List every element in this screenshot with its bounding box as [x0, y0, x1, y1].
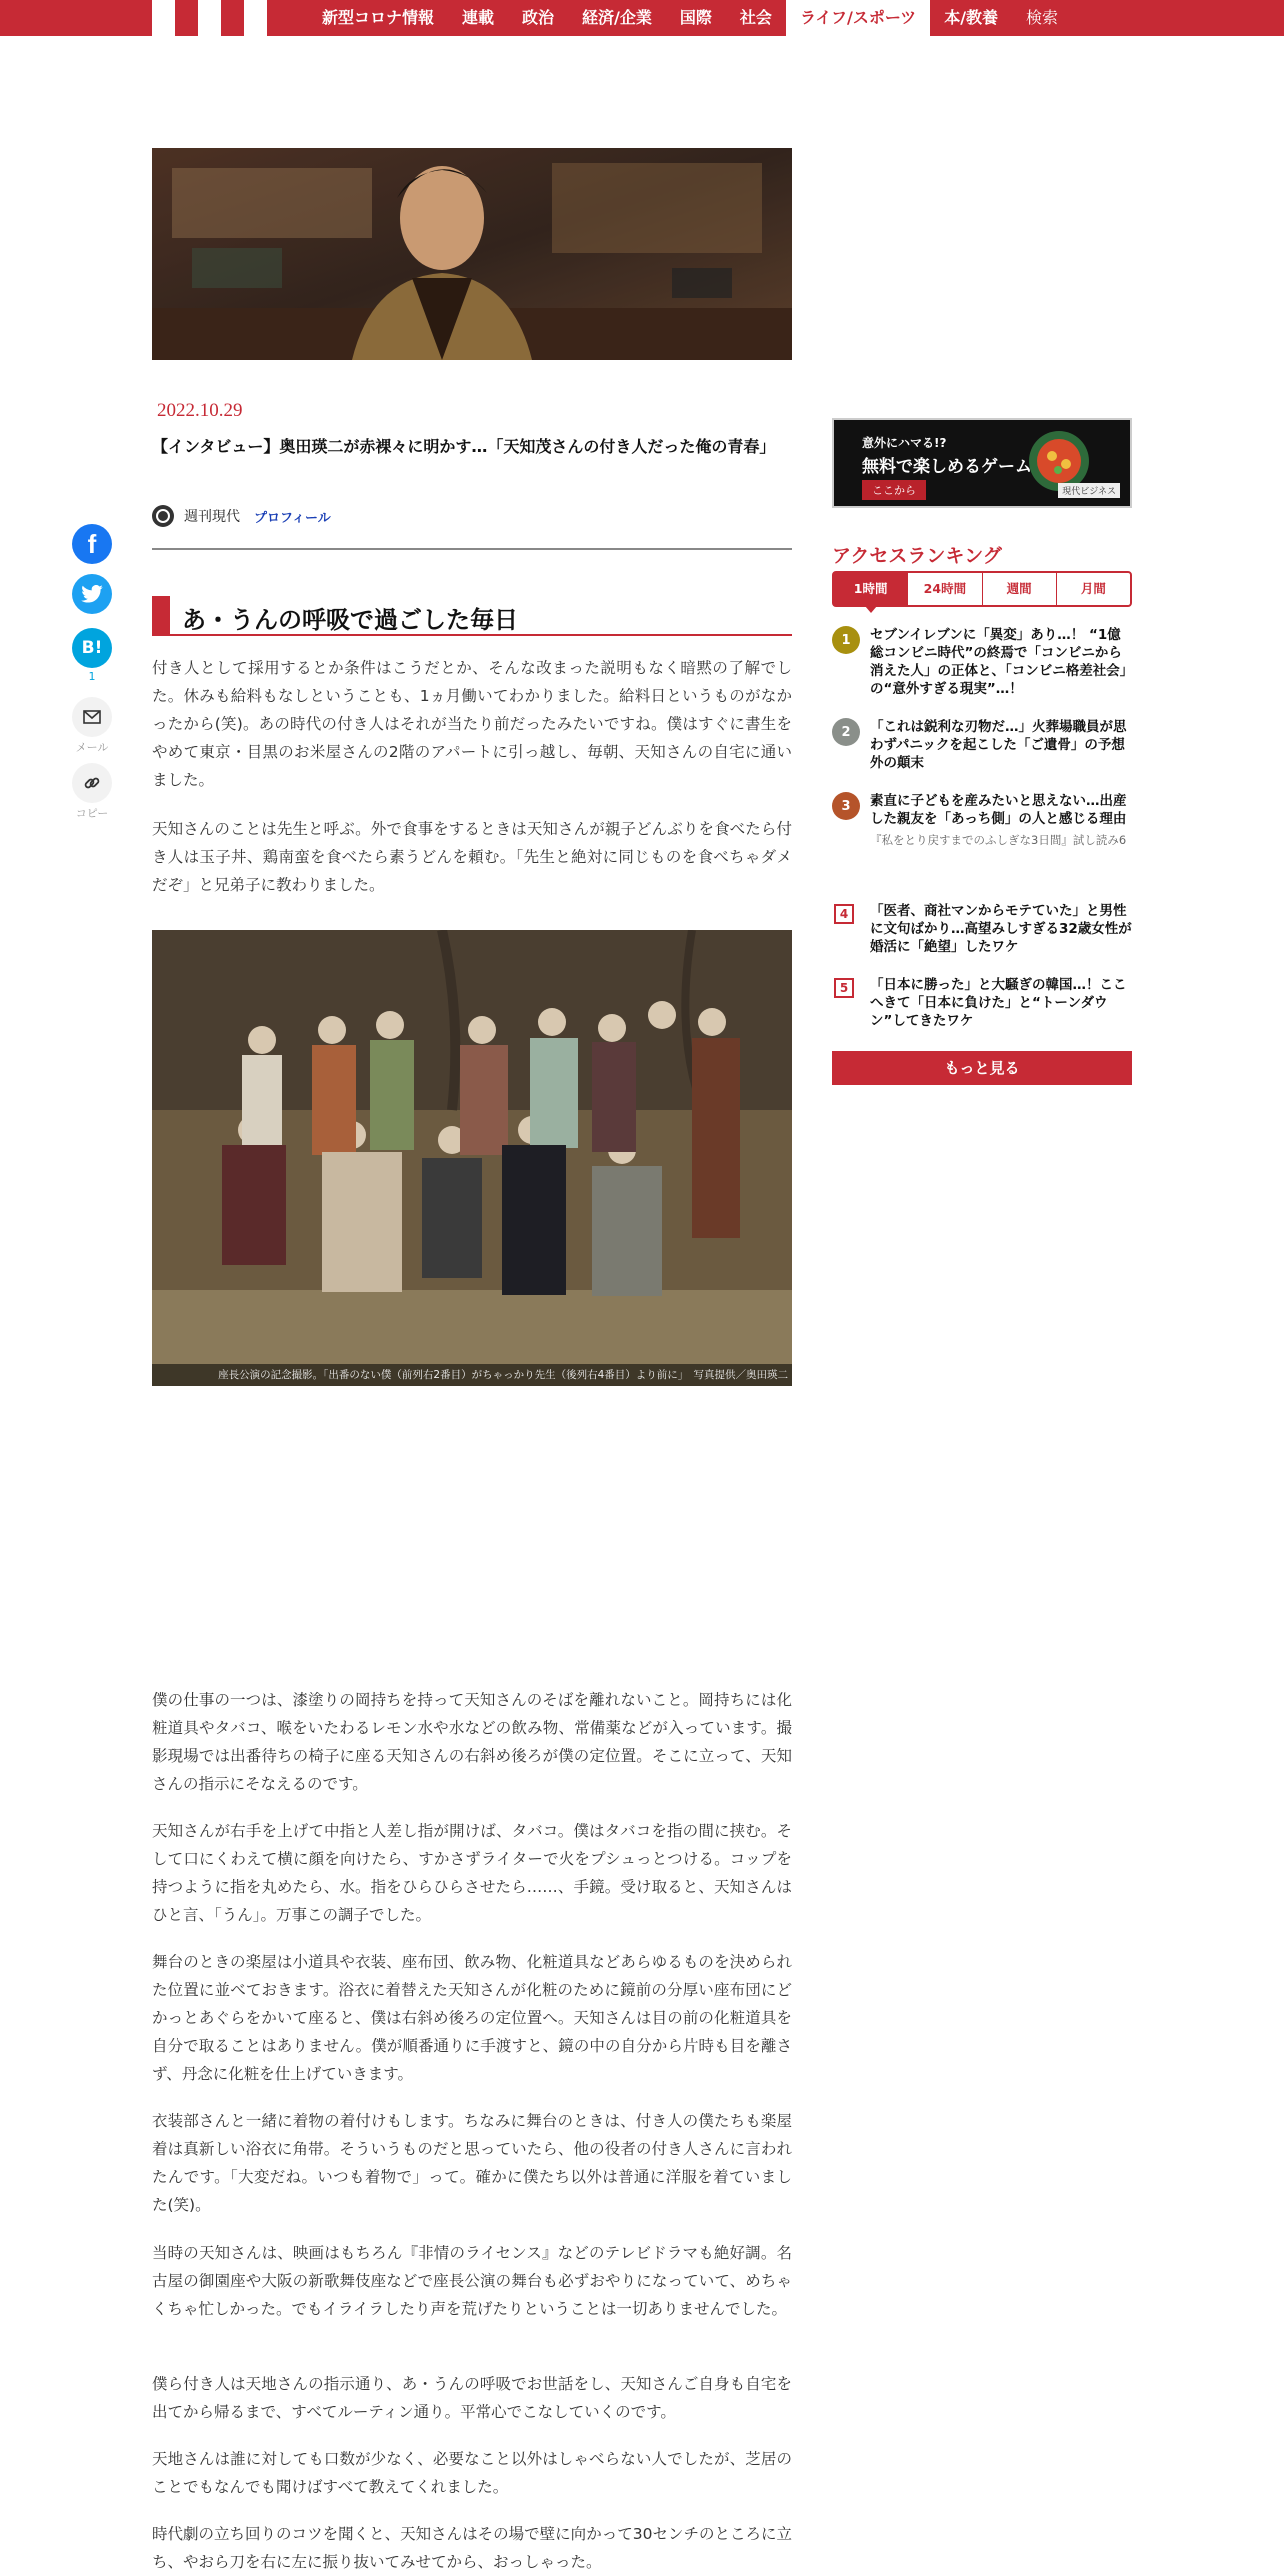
- category-nav: [308, 0, 1072, 36]
- article-photo: [152, 930, 792, 1386]
- article-date: 2022.10.29: [157, 400, 243, 421]
- article-paragraph: 時代劇の立ち回りのコツを聞くと、天知さんはその場で壁に向かって30センチのところに立ち、やおら刀を右に左に振り抜いてみせてから、おっしゃった。: [152, 2525, 792, 2571]
- profile-link[interactable]: プロフィール: [254, 510, 331, 526]
- article-paragraph: 衣装部さんと一緒に着物の着付けもします。ちなみに舞台のときは、付き人の僕たちも楽屋着は真新しい浴衣に角帯。そういうものだと思っていたら、他の役者の付き人さんに言われたんです。「大変だね。いつも着物で」って。確かに僕たち以外は普通に洋服を着ていました(笑)。: [152, 2112, 792, 2214]
- share-mail[interactable]: [70, 697, 114, 755]
- mail-icon[interactable]: [72, 697, 112, 737]
- ranking-title: アクセスランキング: [832, 545, 1002, 567]
- tab-weekly[interactable]: 週間: [982, 573, 1056, 605]
- photo-caption: 座長公演の記念撮影。「出番のない僕（前列右2番目）がちゃっかり先生（後列右4番目）より前に」 写真提供／奥田瑛二: [152, 1364, 792, 1386]
- article-paragraph: 天知さんのことは先生と呼ぶ。外で食事をするときは天知さんが親子どんぶりを食べたら付き人は玉子丼、鶏南蛮を食べたら素うどんを頼む。「先生と絶対に同じものを食べちゃダメだぞ」と兄弟子に教わりました。: [152, 820, 792, 894]
- ranking-item-title[interactable]: 「医者、商社マンからモテていた」と男性に文句ばかり…高望みしすぎる32歳女性が婚活に「絶望」したワケ: [870, 903, 1132, 955]
- hatena-bookmark-icon[interactable]: B!: [72, 628, 112, 668]
- article-paragraph: 天地さんは誰に対しても口数が少なく、必要なこと以外はしゃべらない人でしたが、芝居のことでもなんでも聞けばすべて教えてくれました。: [152, 2450, 792, 2496]
- copy-label: コピー: [75, 807, 109, 820]
- author-icon: [152, 505, 174, 527]
- share-hatena[interactable]: [70, 628, 114, 683]
- ranking-item[interactable]: [832, 976, 1132, 1036]
- link-icon[interactable]: [72, 763, 112, 803]
- nav-item-life-sports[interactable]: ライフ/スポーツ: [786, 0, 930, 36]
- article-paragraph: 僕ら付き人は天地さんの指示通り、あ・うんの呼吸でお世話をし、天知さんご自身も自宅を出てから帰るまで、すべてルーティン通り。平常心でこなしていくのです。: [152, 2375, 792, 2421]
- ad-button[interactable]: ここから: [862, 480, 926, 500]
- section-heading: [152, 596, 792, 636]
- site-logo[interactable]: [152, 0, 290, 36]
- ranking-item-title[interactable]: [870, 792, 1132, 848]
- article-paragraph: 舞台のときの楽屋は小道具や衣装、座布団、飲み物、化粧道具などあらゆるものを決められた位置に並べておきます。浴衣に着替えた天知さんが化粧のために鏡前の分厚い座布団にどかっとあぐらをかいて座ると、僕は右斜め後ろの定位置へ。天知さんは目の前の化粧道具を自分で取ることはありません。僕が順番通りに手渡すと、鏡の中の自分から片時も目を離さず、丹念に化粧を仕上げていきます。: [152, 1953, 792, 2083]
- nav-item-series[interactable]: 連載: [462, 8, 495, 27]
- rank-badge: 4: [834, 904, 854, 924]
- hero-photo: [152, 148, 792, 360]
- ad-line2: 無料で楽しめるゲーム: [862, 457, 1032, 477]
- nav-item-society[interactable]: 社会: [739, 8, 772, 27]
- heading-accent-bar: [152, 596, 170, 634]
- ad-line1: 意外にハマる!?: [862, 436, 947, 450]
- nav-item-politics[interactable]: 政治: [522, 8, 555, 27]
- article-paragraph: 当時の天知さんは、映画はもちろん『非情のライセンス』などのテレビドラマも絶好調。名古屋の御園座や大阪の新歌舞伎座などで座長公演の舞台も必ずおやりになっていて、めちゃくちゃ忙しかった。でもイライラしたり声を荒げたりということは一切ありませんでした。: [152, 2244, 792, 2318]
- nav-item-economy[interactable]: 経済/企業: [582, 8, 652, 27]
- rank-badge: 1: [832, 626, 860, 654]
- ranking-item-title-text[interactable]: 素直に子どもを産みたいと思えない…出産した親友を「あっち側」の人と感じる理由: [870, 793, 1127, 827]
- article-paragraph: 天知さんが右手を上げて中指と人差し指が開けば、タバコ。僕はタバコを指の間に挟む。そして口にくわえて横に顔を向けたら、すかさずライターで火をプシュっとつける。コップを持つように指を丸めたら、水。指をひらひらさせたら……、手鏡。受け取ると、天知さんはひと言、「うん」。万事この調子でした。: [152, 1822, 792, 1924]
- article-paragraph: 付き人として採用するとか条件はこうだとか、そんな改まった説明もなく暗黙の了解でした。休みも給料もなしということも、1ヵ月働いてわかりました。給料日というものがなかったから(笑)。あの時代の付き人はそれが当たり前だったみたいですね。僕はすぐに書生をやめて東京・目黒のお米屋さんの2階のアパートに引っ越し、毎朝、天知さんの自宅に通いました。: [152, 659, 792, 789]
- top-navigation: [0, 0, 1284, 36]
- mail-label: メール: [75, 741, 109, 754]
- hatena-count: 1: [88, 670, 96, 683]
- facebook-icon[interactable]: f: [72, 524, 112, 564]
- share-twitter[interactable]: [70, 574, 114, 614]
- tab-1hour[interactable]: 1時間: [834, 573, 907, 605]
- header-divider: [152, 548, 792, 550]
- rank-badge: 5: [834, 978, 854, 998]
- author-name: 週刊現代: [184, 509, 240, 525]
- section-heading-text: あ・うんの呼吸で過ごした毎日: [182, 606, 518, 634]
- author-row: [152, 505, 331, 527]
- ranking-item[interactable]: [832, 626, 1132, 706]
- article-paragraph: 僕の仕事の一つは、漆塗りの岡持ちを持って天知さんのそばを離れないこと。岡持ちには化粧道具やタバコ、喉をいたわるレモン水や水などの飲み物、常備薬などが入っています。撮影現場では出番待ちの椅子に座る天知さんの右斜め後ろが僕の定位置。そこに立って、天知さんの指示にそなえるのです。: [152, 1691, 792, 1793]
- ranking-item-title[interactable]: 「日本に勝った」と大騒ぎの韓国…！ここへきて「日本に負けた」と“トーンダウン”してきたワケ: [870, 977, 1127, 1029]
- share-copy[interactable]: [70, 763, 114, 821]
- ranking-tabs: [832, 571, 1132, 607]
- nav-item-world[interactable]: 国際: [679, 8, 712, 27]
- rank-badge: 3: [832, 792, 860, 820]
- ranking-item-title[interactable]: セブンイレブンに「異変」あり…！ “1億総コンビニ時代”の終焉で「コンビニから消えた人」の正体と、「コンビニ格差社会」の“意外すぎる現実”…！: [870, 627, 1127, 697]
- twitter-icon[interactable]: [72, 574, 112, 614]
- ad-sponsor: 現代ビジネス: [1058, 483, 1120, 498]
- more-ranking-button[interactable]: もっと見る: [832, 1051, 1132, 1085]
- ranking-item[interactable]: [832, 792, 1132, 888]
- nav-item-covid[interactable]: 新型コロナ情報: [322, 8, 435, 27]
- share-facebook[interactable]: [70, 524, 114, 564]
- sidebar-ad-banner[interactable]: [832, 418, 1132, 508]
- rank-badge: 2: [832, 718, 860, 746]
- nav-item-books[interactable]: 本/教養: [944, 8, 999, 27]
- ranking-item[interactable]: [832, 902, 1132, 962]
- article-title: 【インタビュー】奥田瑛二が赤裸々に明かす…「天知茂さんの付き人だった俺の青春」: [152, 437, 776, 456]
- nav-search[interactable]: 検索: [1026, 8, 1059, 27]
- ranking-item-title[interactable]: 「これは鋭利な刃物だ…」火葬場職員が思わずパニックを起こした「ご遺骨」の予想外の顛末: [870, 719, 1127, 771]
- ranking-item[interactable]: [832, 718, 1132, 778]
- tab-monthly[interactable]: 月間: [1056, 573, 1130, 605]
- tab-24hours[interactable]: 24時間: [907, 573, 981, 605]
- ranking-item-subtitle[interactable]: 『私をとり戻すまでのふしぎな3日間』試し読み6: [870, 833, 1127, 847]
